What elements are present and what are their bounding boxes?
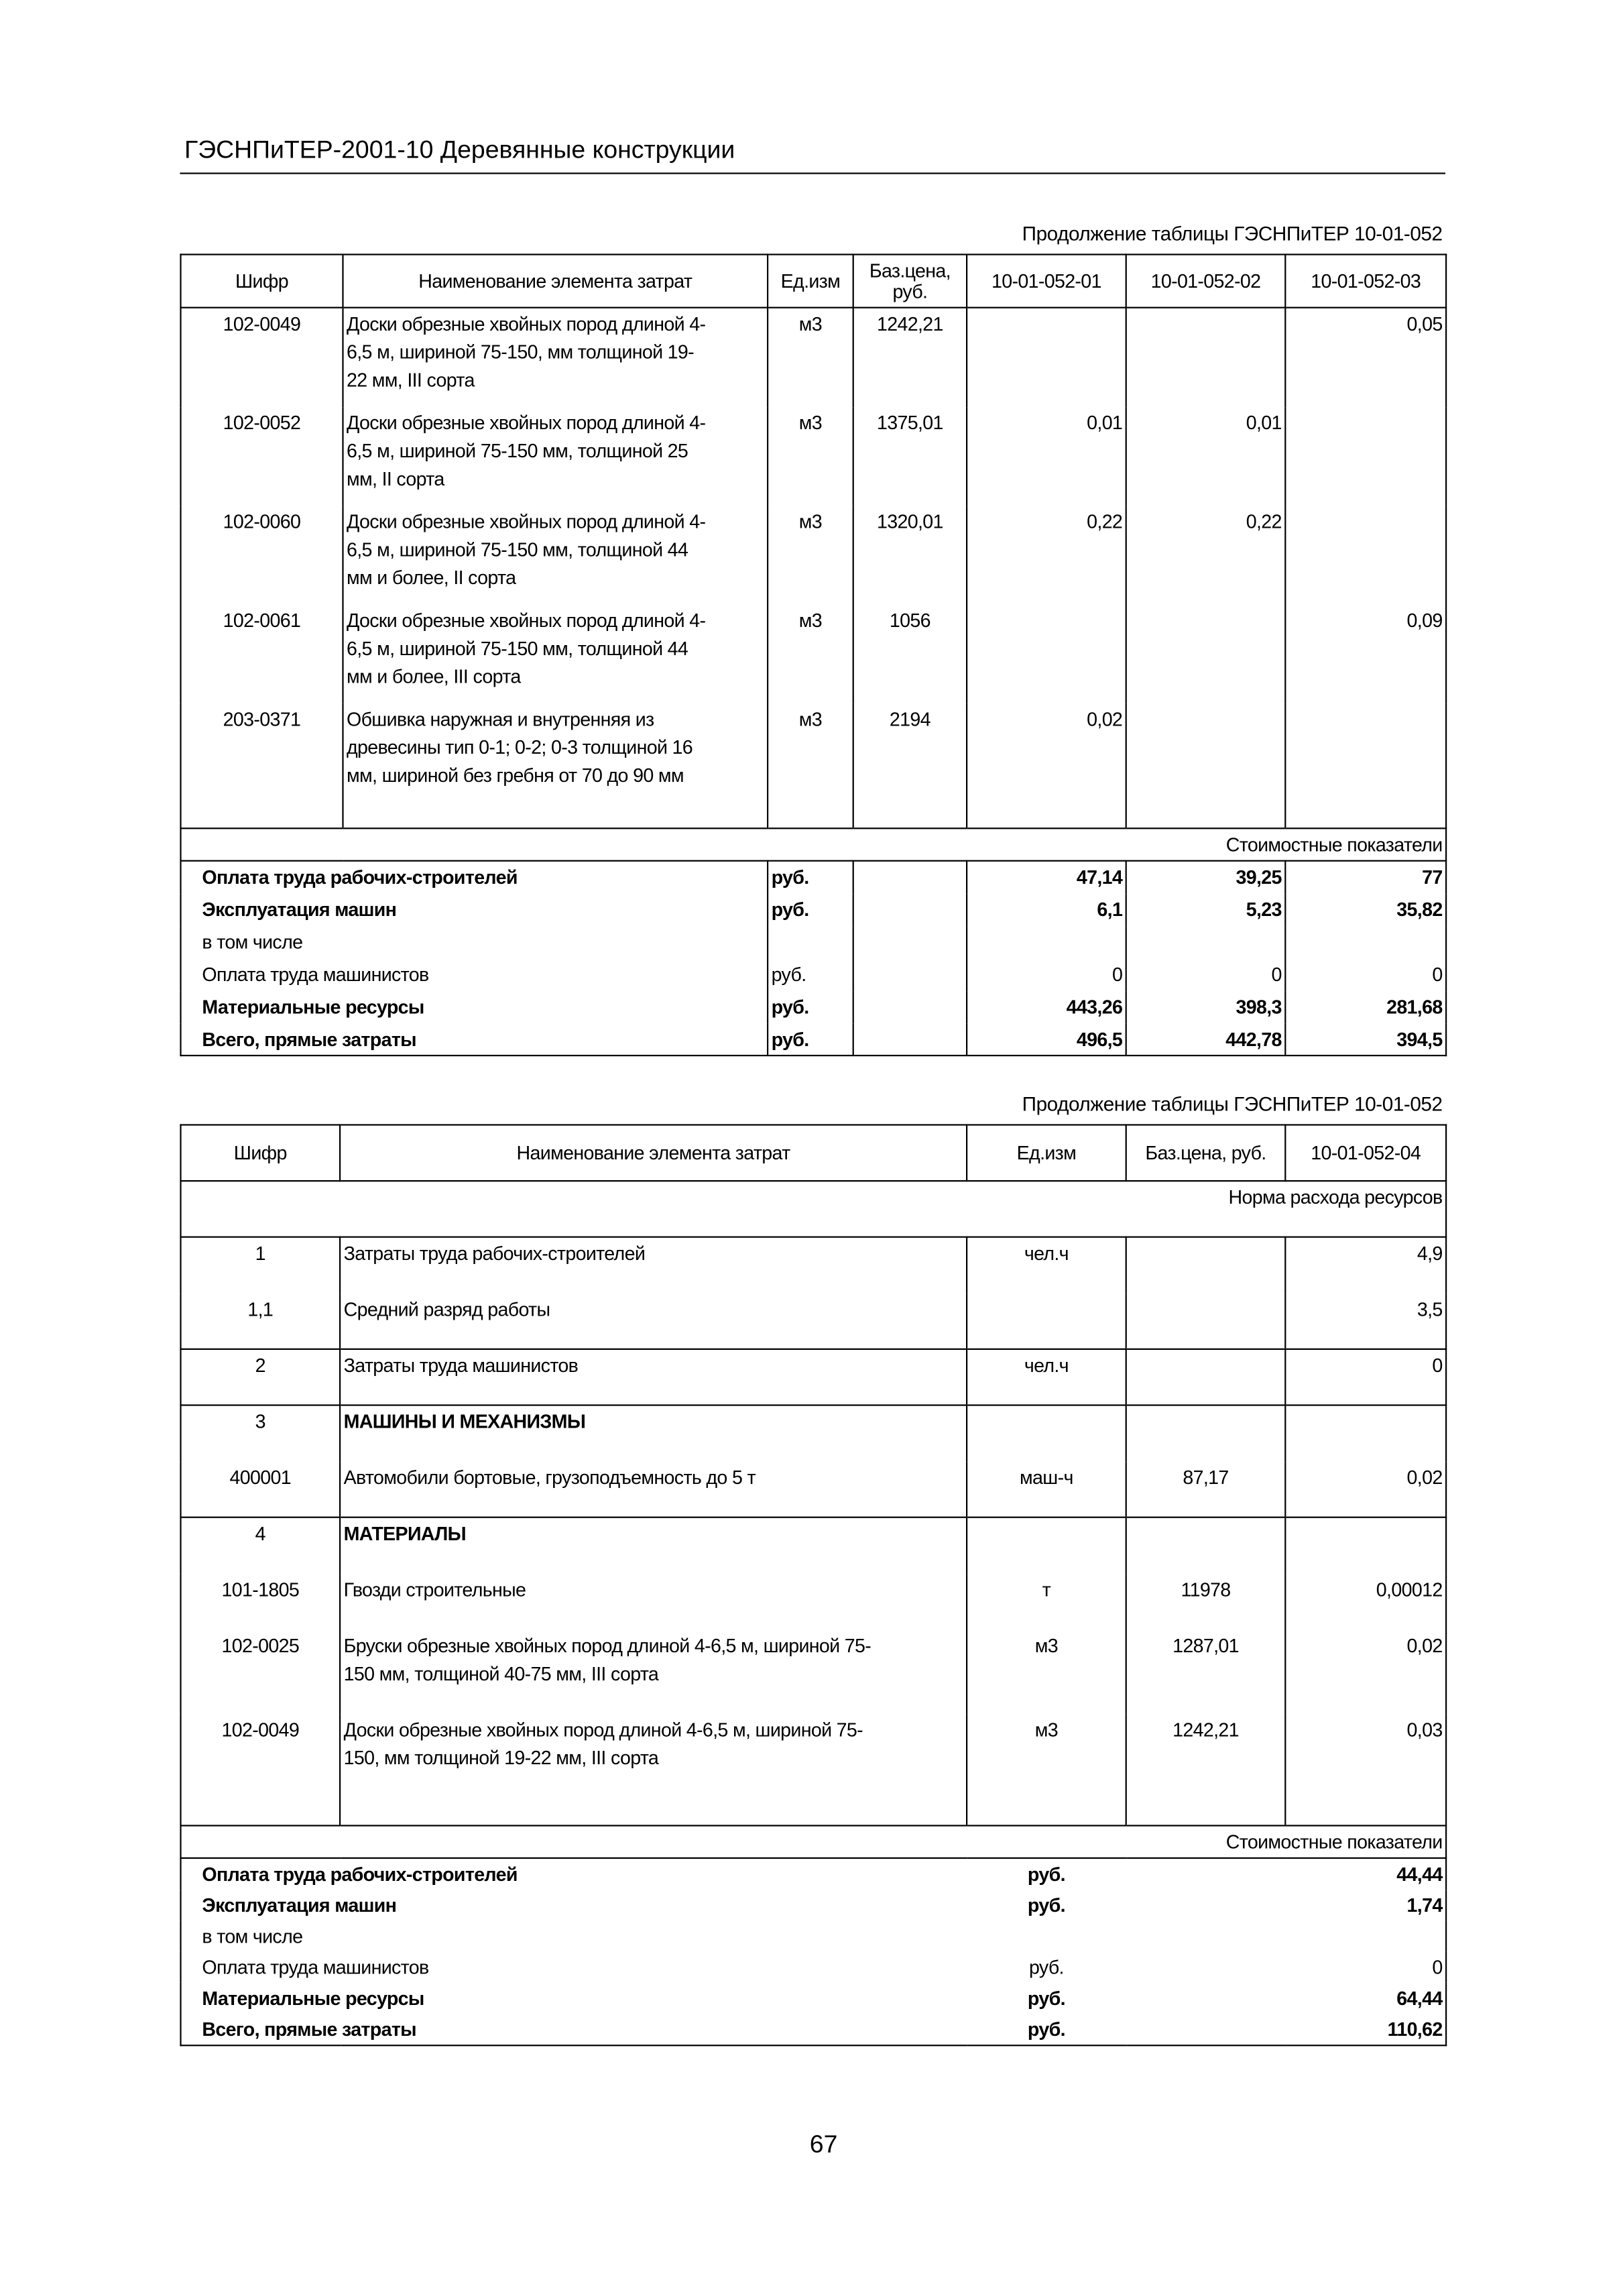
cost-value: 39,25 bbox=[1126, 861, 1286, 893]
cost-value: 44,44 bbox=[1285, 1858, 1446, 1890]
cost-value: 47,14 bbox=[967, 861, 1126, 893]
cost-value: 110,62 bbox=[1285, 2014, 1446, 2045]
unit: м3 bbox=[967, 1629, 1126, 1713]
norm-value: 0,22 bbox=[1126, 506, 1286, 604]
column-header: 10-01-052-01 bbox=[967, 255, 1126, 308]
cost-value bbox=[1285, 1920, 1446, 1951]
resource-code: 4 bbox=[181, 1517, 341, 1574]
cost-value: 496,5 bbox=[967, 1023, 1126, 1055]
base-price bbox=[853, 893, 967, 925]
resource-table-2 bbox=[180, 1124, 1447, 2046]
summary-row bbox=[181, 990, 1447, 1023]
column-header: Шифр bbox=[181, 1125, 341, 1182]
section-row bbox=[181, 828, 1447, 860]
unit: м3 bbox=[768, 703, 853, 828]
base-price bbox=[853, 990, 967, 1023]
section-label: Стоимостные показатели bbox=[181, 1826, 1447, 1858]
unit: чел.ч bbox=[967, 1237, 1126, 1294]
norm-value bbox=[1126, 308, 1286, 406]
norm-value: 0,01 bbox=[1126, 406, 1286, 505]
norm-value: 0,00012 bbox=[1285, 1573, 1446, 1629]
summary-label: Оплата труда рабочих-строителей bbox=[181, 1858, 967, 1890]
base-price: 11978 bbox=[1126, 1573, 1286, 1629]
resource-name: Бруски обрезные хвойных пород длиной 4-6,5 м, шириной 75- 150 мм, толщиной 40-75 мм, III сорта bbox=[340, 1629, 967, 1713]
summary-row bbox=[181, 1858, 1447, 1890]
table-row bbox=[181, 703, 1447, 828]
norm-value bbox=[1285, 406, 1446, 505]
cost-value: 443,26 bbox=[967, 990, 1126, 1023]
resource-name: Доски обрезные хвойных пород длиной 4- 6,5 м, шириной 75-150 мм, толщиной 25 мм, II сорта bbox=[343, 406, 768, 505]
base-price: 87,17 bbox=[1126, 1461, 1286, 1517]
base-price bbox=[1126, 1920, 1286, 1951]
unit bbox=[967, 1293, 1126, 1349]
resource-table-1 bbox=[180, 253, 1447, 1056]
unit: м3 bbox=[768, 406, 853, 505]
unit: руб. bbox=[768, 893, 853, 925]
norm-value: 0 bbox=[1285, 1349, 1446, 1405]
unit: м3 bbox=[967, 1713, 1126, 1825]
page-header-title: ГЭСНПиТЕР-2001-10 Деревянные конструкции bbox=[184, 135, 735, 164]
unit: руб. bbox=[1027, 1987, 1065, 2010]
resource-name: Автомобили бортовые, грузоподъемность до 5 т bbox=[340, 1461, 967, 1517]
unit: м3 bbox=[768, 506, 853, 604]
base-price bbox=[1126, 1952, 1286, 1983]
table-row bbox=[181, 1461, 1447, 1517]
table-row bbox=[181, 1237, 1447, 1294]
cost-value: 442,78 bbox=[1126, 1023, 1286, 1055]
resource-code: 102-0061 bbox=[181, 604, 343, 703]
norm-value: 0,02 bbox=[1285, 1629, 1446, 1713]
summary-label: в том числе bbox=[181, 926, 768, 958]
base-price: 1056 bbox=[853, 604, 967, 703]
summary-label: Оплата труда рабочих-строителей bbox=[181, 861, 768, 893]
resource-code: 101-1805 bbox=[181, 1573, 341, 1629]
norm-value bbox=[967, 604, 1126, 703]
cost-value: 77 bbox=[1285, 861, 1446, 893]
resource-code: 400001 bbox=[181, 1461, 341, 1517]
summary-row bbox=[181, 926, 1447, 958]
cost-value: 0 bbox=[1126, 958, 1286, 990]
table-row bbox=[181, 1293, 1447, 1349]
unit: маш-ч bbox=[967, 1461, 1126, 1517]
resource-name: Доски обрезные хвойных пород длиной 4- 6,5 м, шириной 75-150, мм толщиной 19- 22 мм, III сорта bbox=[343, 308, 768, 406]
summary-label: Эксплуатация машин bbox=[181, 1890, 967, 1920]
summary-label: в том числе bbox=[181, 1920, 967, 1951]
cost-value bbox=[1285, 926, 1446, 958]
summary-row bbox=[181, 958, 1447, 990]
base-price: 1242,21 bbox=[1126, 1713, 1286, 1825]
resource-name: Обшивка наружная и внутренняя из древесины тип 0-1; 0-2; 0-3 толщиной 16 мм, шириной без гребня от 70 до 90 мм bbox=[343, 703, 768, 828]
norm-value: 0,22 bbox=[967, 506, 1126, 604]
unit bbox=[768, 926, 853, 958]
base-price bbox=[1126, 1517, 1286, 1574]
summary-row bbox=[181, 1952, 1447, 1983]
column-header: 10-01-052-03 bbox=[1285, 255, 1446, 308]
base-price bbox=[853, 1023, 967, 1055]
table-row bbox=[181, 604, 1447, 703]
summary-row bbox=[181, 1890, 1447, 1920]
base-price: 1375,01 bbox=[853, 406, 967, 505]
resource-name: МАТЕРИАЛЫ bbox=[340, 1517, 967, 1574]
unit: руб. bbox=[768, 990, 853, 1023]
cost-value: 398,3 bbox=[1126, 990, 1286, 1023]
resource-name: Гвозди строительные bbox=[340, 1573, 967, 1629]
column-header: Наименование элемента затрат bbox=[343, 255, 768, 308]
column-header: Ед.изм bbox=[768, 255, 853, 308]
norm-value bbox=[1126, 703, 1286, 828]
cost-value: 0 bbox=[1285, 1952, 1446, 1983]
norm-value: 4,9 bbox=[1285, 1237, 1446, 1294]
column-header: Баз.цена, руб. bbox=[1126, 1125, 1286, 1182]
cost-value bbox=[967, 926, 1126, 958]
section-row bbox=[181, 1181, 1447, 1237]
base-price bbox=[1126, 1237, 1286, 1294]
norm-value bbox=[967, 308, 1126, 406]
table-row bbox=[181, 1405, 1447, 1462]
header-rule bbox=[180, 172, 1445, 174]
norm-value: 0,02 bbox=[1285, 1461, 1446, 1517]
resource-code: 102-0060 bbox=[181, 506, 343, 604]
table-row bbox=[181, 308, 1447, 406]
unit: чел.ч bbox=[967, 1349, 1126, 1405]
cost-value: 394,5 bbox=[1285, 1023, 1446, 1055]
cost-value: 64,44 bbox=[1285, 1983, 1446, 2014]
norm-value bbox=[1285, 506, 1446, 604]
summary-row bbox=[181, 1023, 1447, 1055]
table2-caption: Продолжение таблицы ГЭСНПиТЕР 10-01-052 bbox=[1022, 1093, 1443, 1116]
column-header: Наименование элемента затрат bbox=[340, 1125, 967, 1182]
table-row bbox=[181, 1517, 1447, 1574]
resource-name: Доски обрезные хвойных пород длиной 4- 6,5 м, шириной 75-150 мм, толщиной 44 мм и более, II сорта bbox=[343, 506, 768, 604]
summary-row bbox=[181, 893, 1447, 925]
unit bbox=[967, 1920, 1126, 1951]
norm-value bbox=[1285, 1517, 1446, 1574]
summary-label: Материальные ресурсы bbox=[181, 1983, 967, 2014]
resource-code: 2 bbox=[181, 1349, 341, 1405]
unit: м3 bbox=[768, 604, 853, 703]
summary-row bbox=[181, 1920, 1447, 1951]
base-price: 2194 bbox=[853, 703, 967, 828]
table-row bbox=[181, 406, 1447, 505]
resource-name: Затраты труда рабочих-строителей bbox=[340, 1237, 967, 1294]
base-price bbox=[1126, 1890, 1286, 1920]
cost-value: 0 bbox=[1285, 958, 1446, 990]
section-label: Норма расхода ресурсов bbox=[181, 1181, 1447, 1237]
section-row bbox=[181, 1826, 1447, 1858]
resource-name: Средний разряд работы bbox=[340, 1293, 967, 1349]
table-row bbox=[181, 1349, 1447, 1405]
summary-row bbox=[181, 2014, 1447, 2045]
base-price bbox=[1126, 1858, 1286, 1890]
cost-value: 5,23 bbox=[1126, 893, 1286, 925]
column-header: 10-01-052-02 bbox=[1126, 255, 1286, 308]
norm-value bbox=[1285, 1405, 1446, 1462]
summary-label: Всего, прямые затраты bbox=[181, 2014, 967, 2045]
resource-code: 102-0049 bbox=[181, 308, 343, 406]
cost-value: 0 bbox=[967, 958, 1126, 990]
table-row bbox=[181, 506, 1447, 604]
norm-value bbox=[1285, 703, 1446, 828]
cost-value bbox=[1126, 926, 1286, 958]
base-price bbox=[1126, 2014, 1286, 2045]
base-price bbox=[1126, 1349, 1286, 1405]
cost-value: 1,74 bbox=[1285, 1890, 1446, 1920]
resource-code: 3 bbox=[181, 1405, 341, 1462]
resource-name: Затраты труда машинистов bbox=[340, 1349, 967, 1405]
base-price bbox=[853, 926, 967, 958]
column-header: Ед.изм bbox=[967, 1125, 1126, 1182]
norm-value: 0,01 bbox=[967, 406, 1126, 505]
table-header-row bbox=[181, 255, 1447, 308]
table-row bbox=[181, 1629, 1447, 1713]
resource-code: 102-0052 bbox=[181, 406, 343, 505]
unit: руб. bbox=[1027, 1863, 1065, 1886]
resource-code: 102-0025 bbox=[181, 1629, 341, 1713]
column-header: 10-01-052-04 bbox=[1285, 1125, 1446, 1182]
base-price: 1320,01 bbox=[853, 506, 967, 604]
cost-value: 6,1 bbox=[967, 893, 1126, 925]
base-price bbox=[853, 958, 967, 990]
summary-label: Оплата труда машинистов bbox=[181, 1952, 967, 1983]
resource-code: 203-0371 bbox=[181, 703, 343, 828]
column-header: Баз.цена, руб. bbox=[853, 255, 967, 308]
resource-code: 1 bbox=[181, 1237, 341, 1294]
summary-row bbox=[181, 861, 1447, 893]
resource-name: Доски обрезные хвойных пород длиной 4-6,5 м, шириной 75- 150, мм толщиной 19-22 мм, III сорта bbox=[340, 1713, 967, 1825]
unit: руб. bbox=[1028, 1956, 1064, 1979]
norm-value: 3,5 bbox=[1285, 1293, 1446, 1349]
norm-value bbox=[1126, 604, 1286, 703]
unit: руб. bbox=[768, 861, 853, 893]
base-price bbox=[1126, 1405, 1286, 1462]
unit: руб. bbox=[768, 1023, 853, 1055]
base-price bbox=[1126, 1983, 1286, 2014]
norm-value: 0,09 bbox=[1285, 604, 1446, 703]
table1-caption: Продолжение таблицы ГЭСНПиТЕР 10-01-052 bbox=[1022, 223, 1443, 245]
unit: руб. bbox=[1027, 1894, 1065, 1916]
cost-value: 281,68 bbox=[1285, 990, 1446, 1023]
cost-value: 35,82 bbox=[1285, 893, 1446, 925]
resource-code: 1,1 bbox=[181, 1293, 341, 1349]
table-row bbox=[181, 1573, 1447, 1629]
summary-label: Материальные ресурсы bbox=[181, 990, 768, 1023]
norm-value: 0,05 bbox=[1285, 308, 1446, 406]
section-label: Стоимостные показатели bbox=[181, 828, 1447, 860]
resource-name: МАШИНЫ И МЕХАНИЗМЫ bbox=[340, 1405, 967, 1462]
unit: руб. bbox=[967, 2014, 1126, 2045]
unit bbox=[967, 1517, 1126, 1574]
table-header-row bbox=[181, 1125, 1447, 1182]
column-header: Шифр bbox=[181, 255, 343, 308]
base-price: 1242,21 bbox=[853, 308, 967, 406]
summary-label: Эксплуатация машин bbox=[181, 893, 768, 925]
base-price: 1287,01 bbox=[1126, 1629, 1286, 1713]
resource-name: Доски обрезные хвойных пород длиной 4- 6,5 м, шириной 75-150 мм, толщиной 44 мм и более, III сорта bbox=[343, 604, 768, 703]
unit: м3 bbox=[768, 308, 853, 406]
summary-label: Всего, прямые затраты bbox=[181, 1023, 768, 1055]
summary-row bbox=[181, 1983, 1447, 2014]
norm-value: 0,02 bbox=[967, 703, 1126, 828]
table-row bbox=[181, 1713, 1447, 1825]
base-price bbox=[853, 861, 967, 893]
unit: руб. bbox=[768, 958, 853, 990]
unit: т bbox=[967, 1573, 1126, 1629]
summary-label: Оплата труда машинистов bbox=[181, 958, 768, 990]
unit bbox=[967, 1405, 1126, 1462]
norm-value: 0,03 bbox=[1285, 1713, 1446, 1825]
page-number: 67 bbox=[809, 2130, 838, 2159]
base-price bbox=[1126, 1293, 1286, 1349]
resource-code: 102-0049 bbox=[181, 1713, 341, 1825]
